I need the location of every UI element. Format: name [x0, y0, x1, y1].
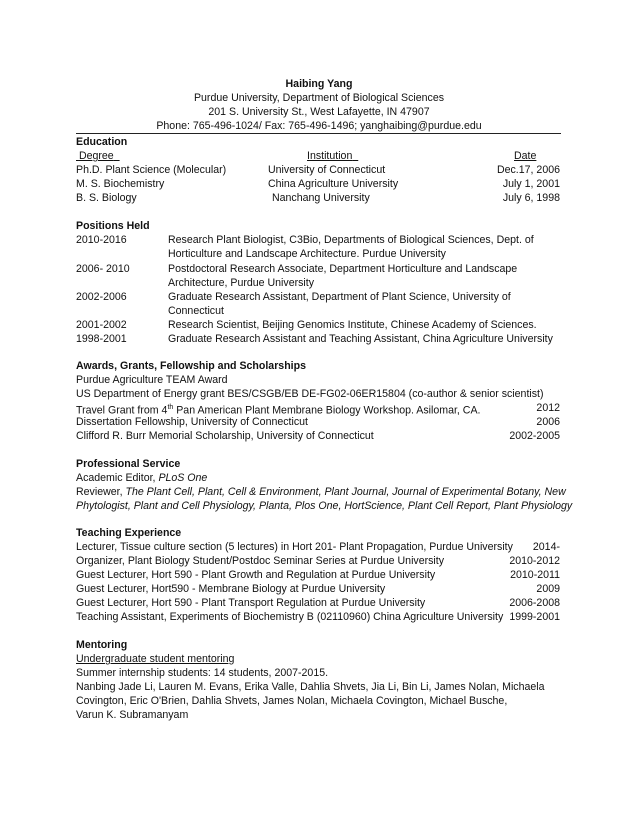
education-heading: Education: [76, 136, 128, 148]
award-year: 2006: [536, 416, 560, 428]
award-item: Travel Grant from 4th Pan American Plant Membrane Biology Workshop. Asilomar, CA.: [76, 404, 481, 417]
position-title: Graduate Research Assistant and Teaching Assistant, China Agriculture University: [168, 333, 553, 345]
teaching-year: 1999-2001: [509, 611, 560, 623]
award-item: US Department of Energy grant BES/CSGB/EB DE-FG02-06ER15804 (co-author & senior scientist): [76, 388, 544, 400]
mentoring-subheading: Undergraduate student mentoring: [76, 653, 235, 665]
teaching-item: Organizer, Plant Biology Student/Postdoc Seminar Series at Purdue University: [76, 555, 445, 567]
award-item: Dissertation Fellowship, University of Connecticut: [76, 416, 308, 428]
award-year: 2012: [536, 402, 560, 414]
col-institution-header: Institution: [307, 150, 353, 162]
position-title: Research Scientist, Beijing Genomics Institute, Chinese Academy of Sciences.: [168, 319, 537, 331]
teaching-year: 2010-2012: [509, 555, 560, 567]
teaching-item: Teaching Assistant, Experiments of Biochemistry B (02110960) China Agriculture University: [76, 611, 504, 623]
degree-cell: Ph.D. Plant Science (Molecular): [76, 164, 227, 176]
editor-line: Academic Editor, PLoS One: [76, 472, 208, 484]
degree-cell: M. S. Biochemistry: [76, 178, 165, 190]
address: 201 S. University St., West Lafayette, IN 47907: [208, 106, 430, 118]
institution-cell: University of Connecticut: [268, 164, 386, 176]
mentoring-line: Varun K. Subramanyam: [76, 709, 189, 721]
position-title-cont: Connecticut: [168, 305, 224, 317]
position-years: 2006- 2010: [76, 263, 130, 275]
teaching-year: 2010-2011: [510, 569, 560, 581]
award-item: Clifford R. Burr Memorial Scholarship, University of Connecticut: [76, 430, 374, 442]
position-title: Graduate Research Assistant, Department of Plant Science, University of: [168, 291, 511, 303]
date-cell: July 1, 2001: [502, 178, 560, 190]
position-years: 2002-2006: [76, 291, 127, 303]
col-date-header: Date: [514, 150, 537, 162]
mentoring-line: Nanbing Jade Li, Lauren M. Evans, Erika Valle, Dahlia Shvets, Jia Li, Bin Li, James Nolan, Michaela: [76, 681, 545, 693]
teaching-item: Guest Lecturer, Hort 590 - Plant Growth and Regulation at Purdue University: [76, 569, 436, 581]
reviewer-line: Reviewer, The Plant Cell, Plant, Cell & Environment, Plant Journal, Journal of Experimental Botany, New: [76, 486, 566, 498]
teaching-year: 2006-2008: [509, 597, 560, 609]
service-heading: Professional Service: [76, 458, 181, 470]
col-degree-header: Degree: [78, 150, 114, 162]
position-title-cont: Horticulture and Landscape Architecture. Purdue University: [168, 248, 446, 260]
position-years: 2001-2002: [76, 319, 127, 331]
award-item: Purdue Agriculture TEAM Award: [76, 374, 228, 386]
position-title-cont: Architecture, Purdue University: [168, 277, 315, 289]
mentoring-heading: Mentoring: [76, 639, 128, 651]
teaching-year: 2014-: [532, 541, 560, 553]
position-years: 1998-2001: [76, 333, 127, 345]
header-divider: [76, 133, 561, 134]
degree-cell: B. S. Biology: [76, 192, 137, 204]
affiliation: Purdue University, Department of Biological Sciences: [193, 92, 445, 104]
date-cell: July 6, 1998: [502, 192, 560, 204]
cv-name: Haibing Yang: [285, 78, 353, 90]
position-title: Research Plant Biologist, C3Bio, Departments of Biological Sciences, Dept. of: [168, 234, 534, 246]
positions-heading: Positions Held: [76, 220, 150, 232]
award-year: 2002-2005: [509, 430, 560, 442]
institution-cell: Nanchang University: [272, 192, 370, 204]
date-cell: Dec.17, 2006: [496, 164, 560, 176]
teaching-item: Guest Lecturer, Hort590 - Membrane Biology at Purdue University: [76, 583, 386, 595]
mentoring-line: Covington, Eric O'Brien, Dahlia Shvets, James Nolan, Michaela Covington, Michael Busche,: [76, 695, 508, 707]
contact-info: Phone: 765-496-1024/ Fax: 765-496-1496; yanghaibing@purdue.edu: [156, 120, 482, 132]
teaching-item: Lecturer, Tissue culture section (5 lectures) in Hort 201- Plant Propagation, Purdue University: [76, 541, 513, 553]
mentoring-line: Summer internship students: 14 students, 2007-2015.: [76, 667, 329, 679]
institution-cell: China Agriculture University: [268, 178, 399, 190]
position-years: 2010-2016: [76, 234, 127, 246]
reviewer-line-cont: Phytologist, Plant and Cell Physiology, Planta, Plos One, HortScience, Plant Cell Report, Plant Physiology: [76, 500, 573, 512]
awards-heading: Awards, Grants, Fellowship and Scholarships: [76, 360, 306, 372]
teaching-item: Guest Lecturer, Hort 590 - Plant Transport Regulation at Purdue University: [76, 597, 426, 609]
teaching-year: 2009: [536, 583, 560, 595]
teaching-heading: Teaching Experience: [76, 527, 182, 539]
position-title: Postdoctoral Research Associate, Department Horticulture and Landscape: [168, 263, 518, 275]
